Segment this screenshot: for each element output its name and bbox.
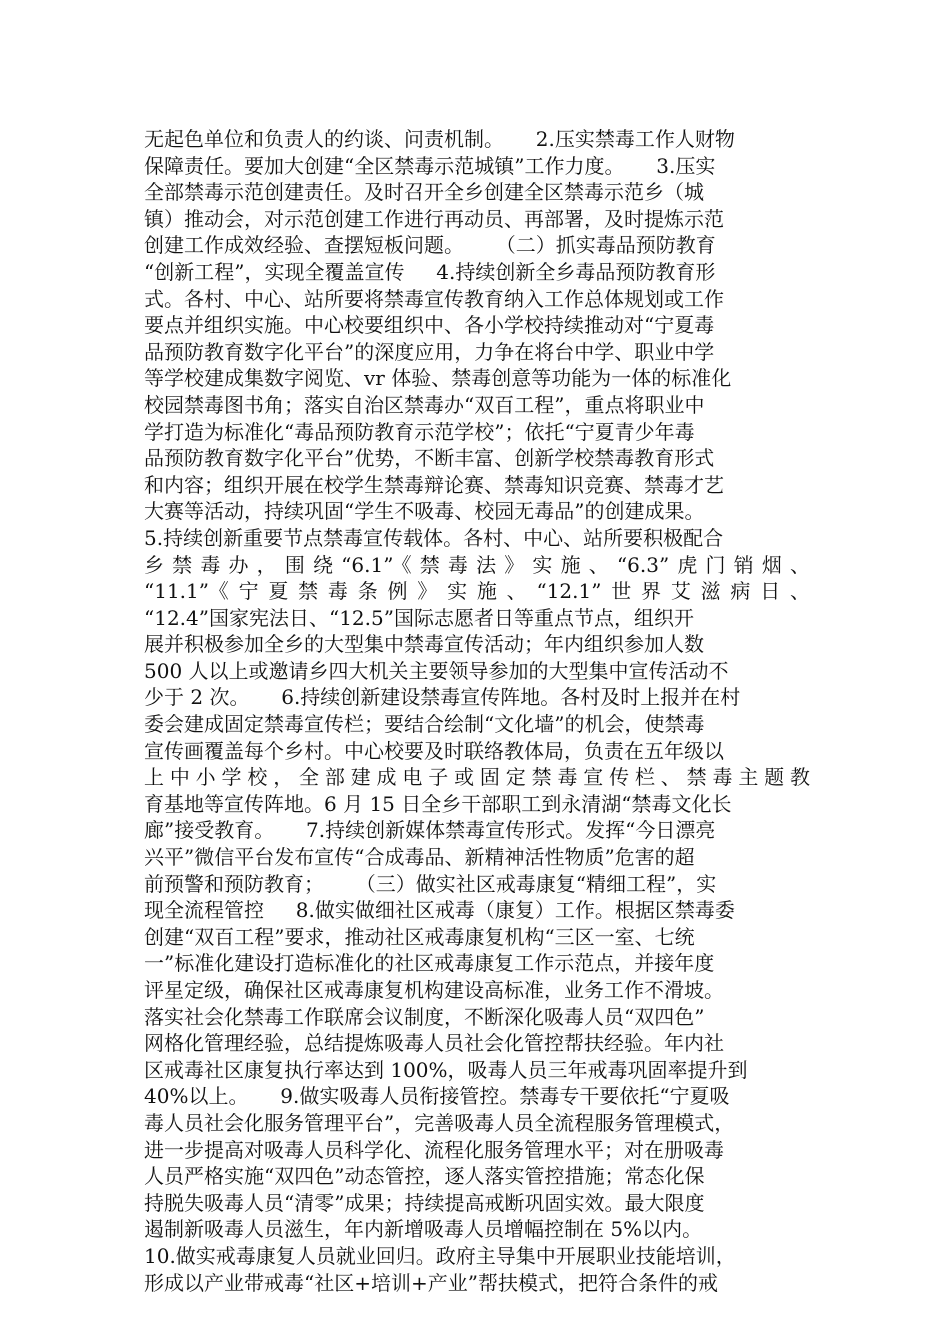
- text-line: 品预防教育数字化平台”的深度应用，力争在将台中学、职业中学: [144, 339, 715, 364]
- text-line: 兴平”微信平台发布宣传“合成毒品、新精神活性物质”危害的超: [144, 845, 695, 870]
- text-line: “12.4”国家宪法日、“12.5”国际志愿者日等重点节点，组织开: [144, 605, 694, 630]
- text-line: 落实社会化禁毒工作联席会议制度，不断深化吸毒人员“双四色”: [144, 1004, 705, 1029]
- text-line: 大赛等活动，持续巩固“学生不吸毒、校园无毒品”的创建成果。: [144, 499, 705, 524]
- text-line: 校园禁毒图书角；落实自治区禁毒办“双百工程”，重点将职业中: [144, 392, 705, 417]
- text-line: 创建工作成效经验、查摆短板问题。 （二）抓实毒品预防教育: [144, 233, 716, 258]
- text-line: 现全流程管控 8.做实做细社区戒毒（康复）工作。根据区禁毒委: [144, 898, 735, 923]
- text-line: 网格化管理经验，总结提炼吸毒人员社会化管控帮扶经验。年内社: [144, 1031, 724, 1056]
- text-line: 要点并组织实施。中心校要组织中、各小学校持续推动对“宁夏毒: [144, 313, 715, 338]
- text-line: 500 人以上或邀请乡四大机关主要领导参加的大型集中宣传活动不: [144, 658, 729, 683]
- text-line: “11.1”《宁夏禁毒条例》实施、“12.1”世界艾滋病日、: [144, 579, 810, 604]
- text-line: 进一步提高对吸毒人员科学化、流程化服务管理水平；对在册吸毒: [144, 1137, 724, 1162]
- text-line: 评星定级，确保社区戒毒康复机构建设高标准，业务工作不滑坡。: [144, 978, 724, 1002]
- text-line: 保障责任。要加大创建“全区禁毒示范城镇”工作力度。 3.压实: [144, 153, 716, 178]
- text-line: 上中小学校，全部建成电子或固定禁毒宣传栏、禁毒主题教: [144, 765, 810, 790]
- text-line: 委会建成固定禁毒宣传栏；要结合绘制“文化墙”的机会，使禁毒: [144, 712, 705, 737]
- text-line: 等学校建成集数字阅览、vr 体验、禁毒创意等功能为一体的标准化: [144, 366, 732, 391]
- text-line: 和内容；组织开展在校学生禁毒辩论赛、禁毒知识竞赛、禁毒才艺: [144, 472, 724, 497]
- text-line: 少于 2 次。 6.持续创新建设禁毒宣传阵地。各村及时上报并在村: [144, 685, 741, 710]
- text-line: 持脱失吸毒人员“清零”成果；持续提高戒断巩固实效。最大限度: [144, 1190, 705, 1215]
- text-line: 育基地等宣传阵地。6 月 15 日全乡干部职工到永清湖“禁毒文化长: [144, 791, 732, 816]
- text-line: 品预防教育数字化平台”优势，不断丰富、创新学校禁毒教育形式: [144, 446, 715, 471]
- text-line: 区戒毒社区康复执行率达到 100%，吸毒人员三年戒毒巩固率提升到: [144, 1057, 748, 1082]
- text-line: 前预警和预防教育； （三）做实社区戒毒康复“精细工程”，实: [144, 871, 717, 896]
- text-line: 一”标准化建设打造标准化的社区戒毒康复工作示范点，并接年度: [144, 951, 715, 976]
- text-line: 毒人员社会化服务管理平台”，完善吸毒人员全流程服务管理模式，: [144, 1110, 735, 1135]
- text-line: 无起色单位和负责人的约谈、问责机制。 2.压实禁毒工作人财物: [144, 127, 735, 151]
- text-line: 遏制新吸毒人员滋生，年内新增吸毒人员增幅控制在 5%以内。: [144, 1217, 703, 1242]
- text-line: 40%以上。 9.做实吸毒人员衔接管控。禁毒专干要依托“宁夏吸: [144, 1084, 730, 1109]
- text-line: 宣传画覆盖每个乡村。中心校要及时联络教体局，负责在五年级以: [144, 738, 724, 763]
- text-line: 10.做实戒毒康复人员就业回归。政府主导集中开展职业技能培训，: [144, 1243, 736, 1268]
- text-line: 式。各村、中心、站所要将禁毒宣传教育纳入工作总体规划或工作: [144, 286, 724, 311]
- text-line: 人员严格实施“双四色”动态管控，逐人落实管控措施；常态化保: [144, 1164, 705, 1189]
- text-line: 形成以产业带戒毒“社区+培训+产业”帮扶模式，把符合条件的戒: [144, 1270, 718, 1295]
- text-line: 学打造为标准化“毒品预防教育示范学校”；依托“宁夏青少年毒: [144, 419, 695, 444]
- text-line: 5.持续创新重要节点禁毒宣传载体。各村、中心、站所要积极配合: [144, 525, 724, 550]
- text-line: 展并积极参加全乡的大型集中禁毒宣传活动；年内组织参加人数: [144, 632, 704, 657]
- text-line: 廊”接受教育。 7.持续创新媒体禁毒宣传形式。发挥“今日漂亮: [144, 818, 716, 843]
- body-text: [144, 126, 810, 1296]
- text-line: 乡禁毒办，围绕“6.1”《禁毒法》实施、“6.3”虎门销烟、: [144, 552, 810, 577]
- text-line: 全部禁毒示范创建责任。及时召开全乡创建全区禁毒示范乡（城: [144, 180, 704, 205]
- text-line: “创新工程”，实现全覆盖宣传 4.持续创新全乡毒品预防教育形: [144, 259, 716, 284]
- text-line: 镇）推动会，对示范创建工作进行再动员、再部署，及时提炼示范: [144, 206, 724, 231]
- text-line: 创建“双百工程”要求，推动社区戒毒康复机构“三区一室、七统: [144, 924, 695, 949]
